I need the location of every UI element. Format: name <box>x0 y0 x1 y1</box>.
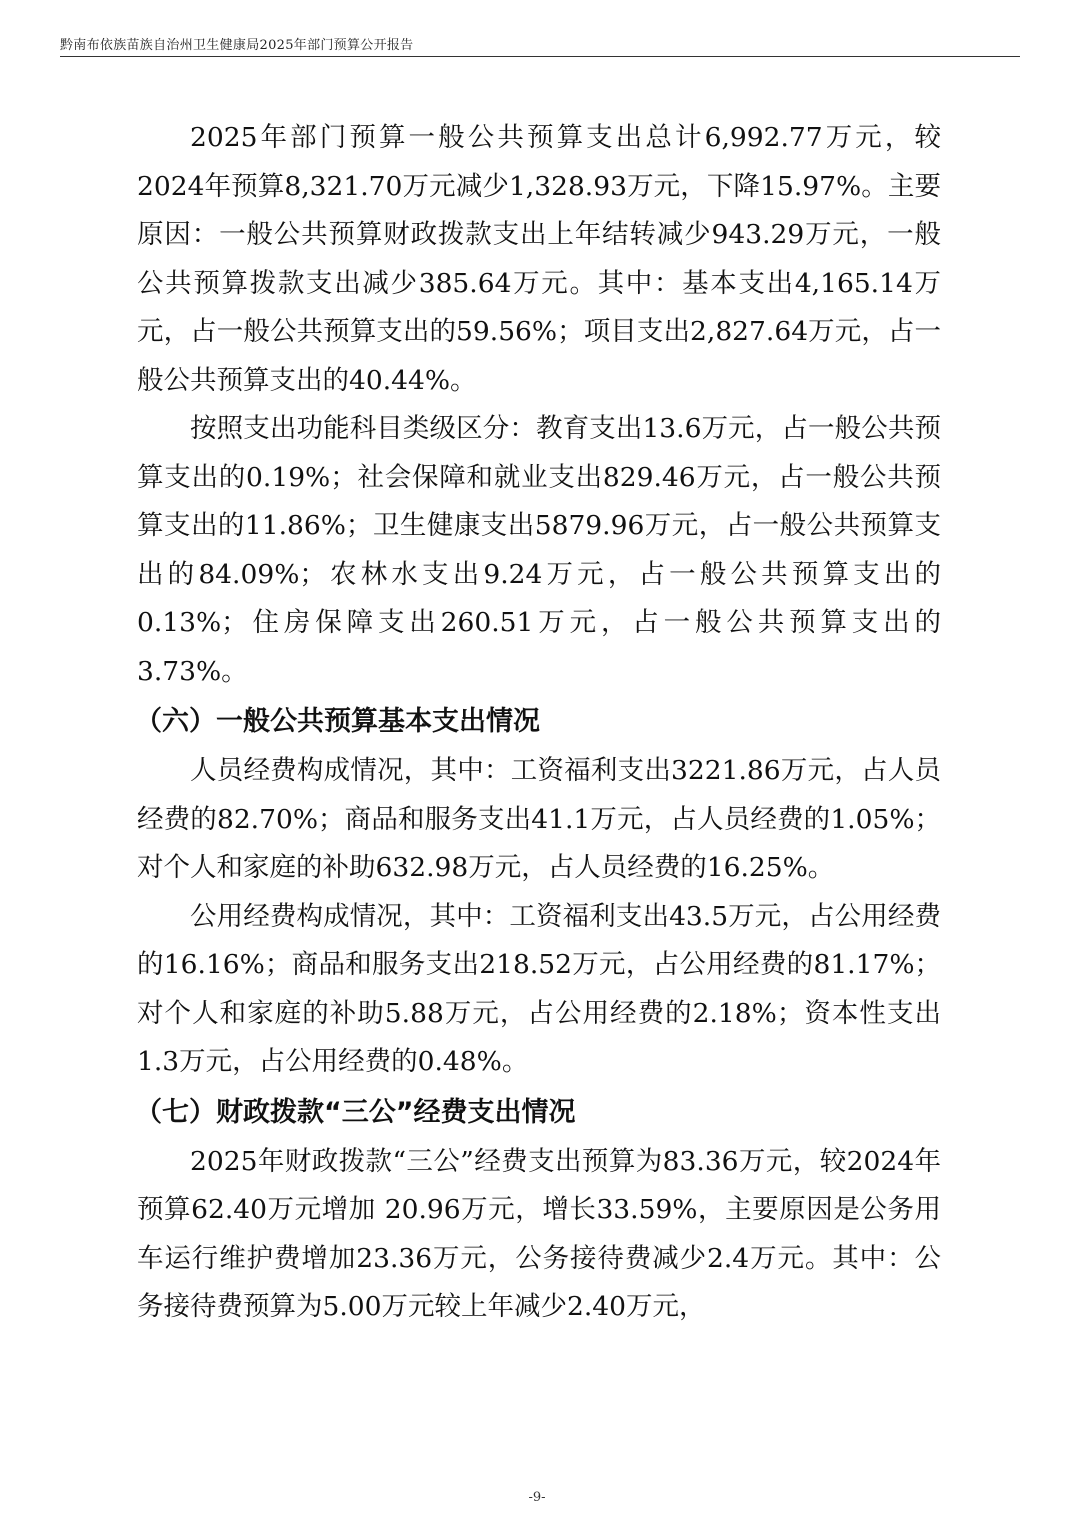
page-number: -9- <box>528 1490 546 1505</box>
paragraph-public-expenses: 公用经费构成情况，其中：工资福利支出43.5万元，占公用经费的16.16%；商品和服务支出218.52万元，占公用经费的81.17%；对个人和家庭的补助5.88万元，占公用经费的2.18%；资本性支出1.3万元，占公用经费的0.48%。 <box>137 900 941 1077</box>
section-heading-7: （七）财政拨款“三公”经费支出情况 <box>135 1096 576 1128</box>
page-header <box>60 30 1020 57</box>
document-body <box>137 114 941 1332</box>
paragraph-personnel-expenses: 人员经费构成情况，其中：工资福利支出3221.86万元，占人员经费的82.70%；商品和服务支出41.1万元，占人员经费的1.05%；对个人和家庭的补助632.98万元，占人员经费的16.25%。 <box>137 755 941 883</box>
paragraph-three-public-expenses: 2025年财政拨款“三公”经费支出预算为83.36万元，较2024年预算62.40万元增加 20.96万元，增长33.59%，主要原因是公务用车运行维护费增加23.36万元，公务接待费减少2.4万元。其中：公务接待费预算为5.00万元较上年减少2.40万元， <box>137 1145 941 1322</box>
paragraph-budget-total: 2025年部门预算一般公共预算支出总计6,992.77万元，较2024年预算8,321.70万元减少1,328.93万元，下降15.97%。主要原因：一般公共预算财政拨款支出上年结转减少943.29万元，一般公共预算拨款支出减少385.64万元。其中：基本支出4,165.14万元，占一般公共预算支出的59.56%；项目支出2,827.64万元，占一般公共预算支出的40.44%。 <box>137 122 941 396</box>
header-title: 黔南布依族苗族自治州卫生健康局2025年部门预算公开报告 <box>60 38 414 53</box>
section-heading-6: （六）一般公共预算基本支出情况 <box>135 706 540 737</box>
paragraph-function-classification: 按照支出功能科目类级区分：教育支出13.6万元，占一般公共预算支出的0.19%；社会保障和就业支出829.46万元，占一般公共预算支出的11.86%；卫生健康支出5879.96万元，占一般公共预算支出的84.09%；农林水支出9.24万元，占一般公共预算支出的0.13%；住房保障支出260.51万元，占一般公共预算支出的3.73%。 <box>137 413 941 687</box>
